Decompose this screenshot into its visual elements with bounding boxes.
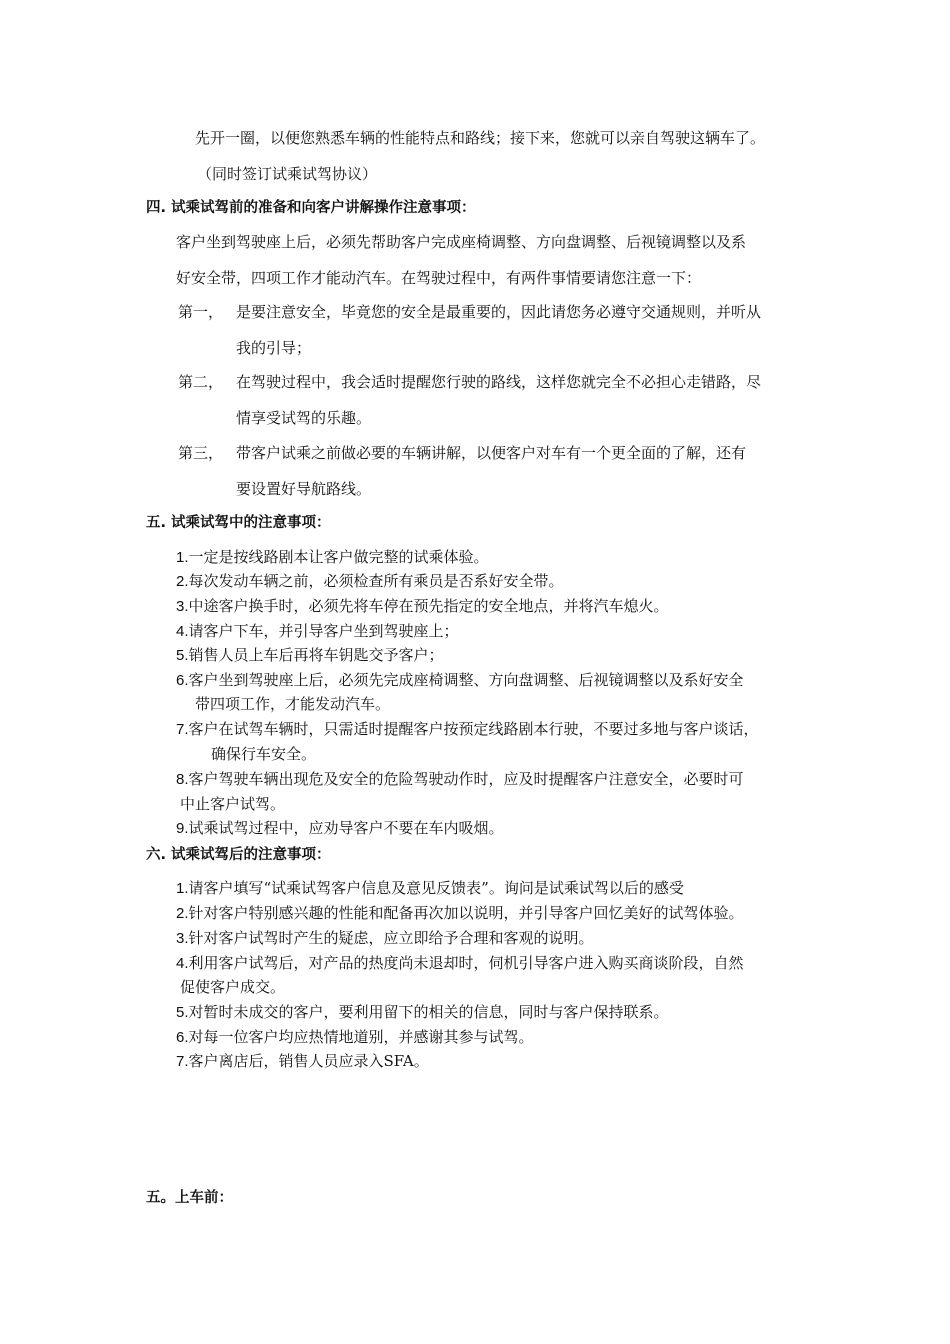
section-5-item-7-number: 7. <box>176 721 189 738</box>
section-4-paragraph-line-2: 好安全带，四项工作才能动汽车。在驾驶过程中，有两件事情要请您注意一下： <box>176 269 702 287</box>
section-5-item-1-number: 1. <box>176 549 189 566</box>
section-6-item-6-text: 对每一位客户均应热情地道别，并感谢其参与试驾。 <box>188 1028 534 1046</box>
section-4-item-2-line-1: 在驾驶过程中，我会适时提醒您行驶的路线，这样您就完全不必担心走错路，尽 <box>236 373 762 391</box>
section-5-item-9-text: 试乘试驾过程中，应劝导客户不要在车内吸烟。 <box>188 819 504 837</box>
section-5-item-5-number: 5. <box>176 647 189 664</box>
section-5-item-1 <box>176 547 489 568</box>
section-6-item-6 <box>176 1027 534 1048</box>
section-last-heading: 五。上车前： <box>146 1190 233 1206</box>
section-5-item-9-number: 9. <box>176 820 189 837</box>
section-6-item-1-text: 请客户填写“试乘试驾客户信息及意见反馈表”。询问是试乘试驾以后的感受 <box>188 879 684 897</box>
section-5-item-3-text: 中途客户换手时，必须先将车停在预先指定的安全地点，并将汽车熄火。 <box>188 597 669 615</box>
section-5-item-8-number: 8. <box>176 771 189 788</box>
section-6-item-5 <box>176 1002 669 1023</box>
section-6-item-7-text: 客户离店后，销售人员应录入SFA。 <box>188 1052 429 1070</box>
section-4-item-2-label: 第二， <box>178 373 224 391</box>
section-4-item-3-label: 第三， <box>178 444 224 462</box>
section-5-item-4-text: 请客户下车，并引导客户坐到驾驶座上； <box>188 622 459 640</box>
section-6-item-5-text: 对暂时未成交的客户，要利用留下的相关的信息，同时与客户保持联系。 <box>188 1003 669 1021</box>
section-6-item-2-number: 2. <box>176 905 189 922</box>
section-5-item-6 <box>176 670 744 691</box>
section-6-item-7-number: 7. <box>176 1053 189 1070</box>
section-5-item-7-continued: 确保行车安全。 <box>211 745 317 763</box>
section-6-item-4-number: 4. <box>176 955 189 972</box>
section-5-item-4 <box>176 621 459 642</box>
section-5-item-7 <box>176 719 759 740</box>
section-6-item-3 <box>176 928 594 949</box>
section-4-item-1-line-2: 我的引导； <box>236 339 312 357</box>
section-6-item-1-number: 1. <box>176 880 189 897</box>
section-6-item-6-number: 6. <box>176 1029 189 1046</box>
section-5-item-7-text: 客户在试驾车辆时，只需适时提醒客户按预定线路剧本行驶，不要过多地与客户谈话， <box>188 720 759 738</box>
section-4-item-3-line-1: 带客户试乘之前做必要的车辆讲解，以便客户对车有一个更全面的了解，还有 <box>236 444 747 462</box>
section-5-item-6-number: 6. <box>176 672 189 689</box>
section-5-item-6-continued: 带四项工作，才能发动汽车。 <box>195 695 391 713</box>
section-6-item-2-text: 针对客户特别感兴趣的性能和配备再次加以说明，并引导客户回忆美好的试驾体验。 <box>188 904 744 922</box>
section-5-item-1-text: 一定是按线路剧本让客户做完整的试乘体验。 <box>188 548 489 566</box>
section-5-item-5 <box>176 645 444 666</box>
section-4-heading: 四. 试乘试驾前的准备和向客户讲解操作注意事项： <box>146 200 476 216</box>
section-5-item-8-text: 客户驾驶车辆出现危及安全的危险驾驶动作时，应及时提醒客户注意安全，必要时可 <box>188 770 744 788</box>
section-5-item-2 <box>176 571 564 592</box>
section-6-item-4-text: 利用客户试驾后，对产品的热度尚未退却时，伺机引导客户进入购买商谈阶段，自然 <box>188 954 744 972</box>
section-6-item-2 <box>176 903 744 924</box>
section-6-item-1 <box>176 878 684 899</box>
section-4-item-3-line-2: 要设置好导航路线。 <box>236 480 372 498</box>
section-5-item-2-number: 2. <box>176 573 189 590</box>
section-5-item-4-number: 4. <box>176 623 189 640</box>
section-6-heading: 六. 试乘试驾后的注意事项： <box>146 847 331 863</box>
section-5-item-5-text: 销售人员上车后再将车钥匙交予客户； <box>188 646 444 664</box>
section-5-item-3 <box>176 596 669 617</box>
section-5-item-8 <box>176 769 744 790</box>
section-4-item-1-label: 第一， <box>178 303 224 321</box>
section-5-item-8-continued: 中止客户试驾。 <box>180 795 286 813</box>
section-6-item-3-text: 针对客户试驾时产生的疑虑，应立即给予合理和客观的说明。 <box>188 929 594 947</box>
section-4-item-1-line-1: 是要注意安全，毕竟您的安全是最重要的，因此请您务必遵守交通规则，并听从 <box>236 303 762 321</box>
section-6-item-4 <box>176 953 744 974</box>
section-6-item-4-continued: 促使客户成交。 <box>180 978 286 996</box>
section-4-item-2-line-2: 情享受试驾的乐趣。 <box>236 409 372 427</box>
intro-line-2: （同时签订试乘试驾协议） <box>197 165 378 183</box>
section-5-item-2-text: 每次发动车辆之前，必须检查所有乘员是否系好安全带。 <box>188 572 564 590</box>
section-4-paragraph-line-1: 客户坐到驾驶座上后，必须先帮助客户完成座椅调整、方向盘调整、后视镜调整以及系 <box>176 233 747 251</box>
section-5-item-9 <box>176 818 504 839</box>
section-5-item-3-number: 3. <box>176 598 189 615</box>
intro-line-1: 先开一圈，以便您熟悉车辆的性能特点和路线；接下来，您就可以亲自驾驶这辆车了。 <box>195 129 766 147</box>
section-5-item-6-text: 客户坐到驾驶座上后，必须先完成座椅调整、方向盘调整、后视镜调整以及系好安全 <box>188 671 744 689</box>
section-5-heading: 五. 试乘试驾中的注意事项： <box>146 515 331 531</box>
section-6-item-3-number: 3. <box>176 930 189 947</box>
section-6-item-7 <box>176 1051 429 1072</box>
section-6-item-5-number: 5. <box>176 1004 189 1021</box>
